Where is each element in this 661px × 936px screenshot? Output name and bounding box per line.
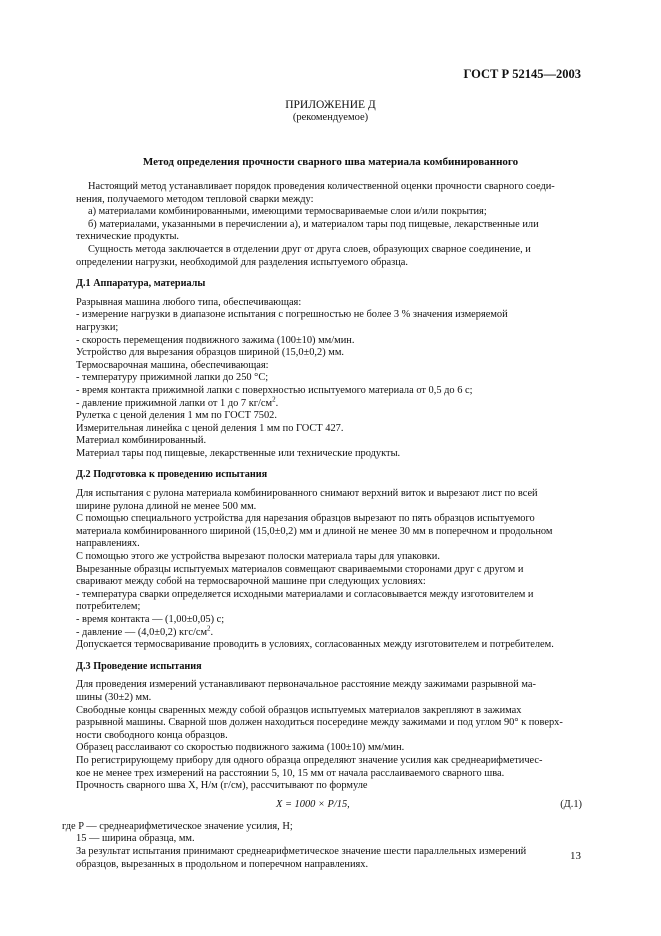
s3-line: кое не менее трех измерений на расстоянии 5, 10, 15 мм от начала расслаиваемого сварного шва. (76, 767, 505, 779)
formula-row (76, 799, 582, 815)
section-heading: Д.2 Подготовка к проведению испытания (76, 469, 268, 481)
intro-line: технические продукты. (76, 231, 180, 243)
formula-number: (Д.1) (560, 798, 582, 810)
s2-line: направлениях. (76, 538, 140, 550)
s2-line: Для испытания с рулона материала комбинированного снимают верхний виток и вырезают лист по всей (76, 488, 538, 500)
s1-line: Устройство для вырезания образцов шириной (15,0±0,2) мм. (76, 347, 345, 359)
s3-line: По регистрирующему прибору для одного образца определяют значение усилия как среднеарифметичес- (76, 754, 543, 766)
s3-line: Образец расслаивают со скоростью подвижного зажима (100±10) мм/мин. (76, 742, 405, 754)
s3-line: шины (30±2) мм. (76, 691, 152, 703)
document-body (62, 181, 582, 871)
appendix-subtitle: (рекомендуемое) (292, 112, 369, 123)
s1-line: - измерение нагрузки в диапазоне испытания с погрешностью не более 3 % значения измеряемой (76, 309, 508, 321)
s2-line: Вырезанные образцы испытуемых материалов совмещают свариваемыми сторонами друг с другом и (76, 563, 524, 575)
s2-line: С помощью специального устройства для нарезания образцов вырезают по пять образцов испытуемого (76, 513, 535, 525)
s1-line: Рулетка с ценой деления 1 мм по ГОСТ 7502. (76, 410, 277, 422)
s2-line: ширине рулона длиной не менее 500 мм. (76, 500, 257, 512)
s3-line: Для проведения измерений устанавливают первоначальное расстояние между зажимами разрывной ма- (76, 679, 536, 691)
s3-line: Свободные концы сваренных между собой образцов испытуемых материалов закрепляют в зажимах (76, 704, 522, 716)
section-heading: Д.1 Аппаратура, материалы (76, 278, 206, 290)
s2-line: Допускается термосваривание проводить в условиях, согласованных между изготовителем и потребителем. (76, 639, 554, 651)
section-heading: Д.3 Проведение испытания (76, 660, 202, 672)
s2-line: материала комбинированного шириной (15,0±0,2) мм и длиной не менее 30 мм в поперечном и продольном (76, 525, 553, 537)
s1-line: - давление прижимной лапки от 1 до 7 $кг/см^2$. (76, 395, 279, 409)
s2-line: сваривают между собой на термосварочной машине при следующих условиях: (76, 576, 426, 588)
s1-line: - температуру прижимной лапки до 250 °С; (76, 372, 269, 384)
intro-line: Настоящий метод устанавливает порядок проведения количественной оценки прочности сварного соеди- (88, 181, 555, 192)
page-number: 13 (570, 850, 581, 862)
s1-line: Материал тары под пищевые, лекарственные или технические продукты. (76, 447, 401, 459)
s1-line: Измерительная линейка с ценой деления 1 мм по ГОСТ 427. (76, 422, 344, 434)
s3-line: За результат испытания принимают среднеарифметическое значение шести параллельных измерений (76, 845, 527, 857)
s1-line: нагрузки; (76, 321, 119, 333)
s2-line: - давление — (4,0±0,2) кгс/$см^2$. (76, 624, 214, 638)
s1-line: - время контакта прижимной лапки с поверхностью испытуемого материала от 0,5 до 6 с; (76, 384, 473, 396)
intro-line: Сущность метода заключается в отделении друг от друга слоев, образующих сварное соединение, и (88, 243, 531, 255)
s2-line: - температура сварки определяется исходными материалами и согласовывается между изготовителем и (76, 588, 534, 600)
formula: X = 1000 × P/15, (276, 798, 350, 810)
s3-line: Прочность сварного шва X, Н/м (г/см), рассчитывают по формуле (76, 780, 368, 792)
standard-header: ГОСТ Р 52145—2003 (463, 67, 581, 81)
s2-line: потребителем; (76, 601, 141, 613)
s3-line: где P — среднеарифметическое значение усилия, Н; (62, 820, 293, 832)
s1-line: Разрывная машина любого типа, обеспечивающая: (76, 296, 302, 308)
intro-line: определении нагрузки, необходимой для разделения испытуемого образца. (76, 256, 409, 268)
s3-line: 15 — ширина образца, мм. (76, 833, 195, 845)
s3-line: образцов, вырезанных в продольном и поперечном направлениях. (76, 858, 369, 870)
s1-line: Термосварочная машина, обеспечивающая: (76, 359, 269, 371)
intro-line: а) материалами комбинированными, имеющими термосвариваемые слои и/или покрытия; (88, 206, 487, 218)
intro-line: б) материалами, указанными в перечислении а), и материалом тары под пищевые, лекарственные или (88, 218, 539, 230)
s3-line: разрывной машины. Сварной шов должен находиться посередине между зажимами и под углом 90° к поверх- (76, 717, 563, 729)
s1-line: - скорость перемещения подвижного зажима (100±10) мм/мин. (76, 334, 355, 346)
s3-line: ности свободного конца образцов. (76, 729, 228, 741)
method-title: Метод определения прочности сварного шва материала комбинированного (142, 156, 519, 168)
appendix-title: ПРИЛОЖЕНИЕ Д (285, 99, 376, 111)
s2-line: - время контакта — (1,00±0,05) с; (76, 614, 225, 625)
intro-line: нения, получаемого методом тепловой сварки между: (76, 193, 314, 205)
s1-line: Материал комбинированный. (76, 435, 207, 447)
s2-line: С помощью этого же устройства вырезают полоски материала тары для упаковки. (76, 551, 440, 563)
